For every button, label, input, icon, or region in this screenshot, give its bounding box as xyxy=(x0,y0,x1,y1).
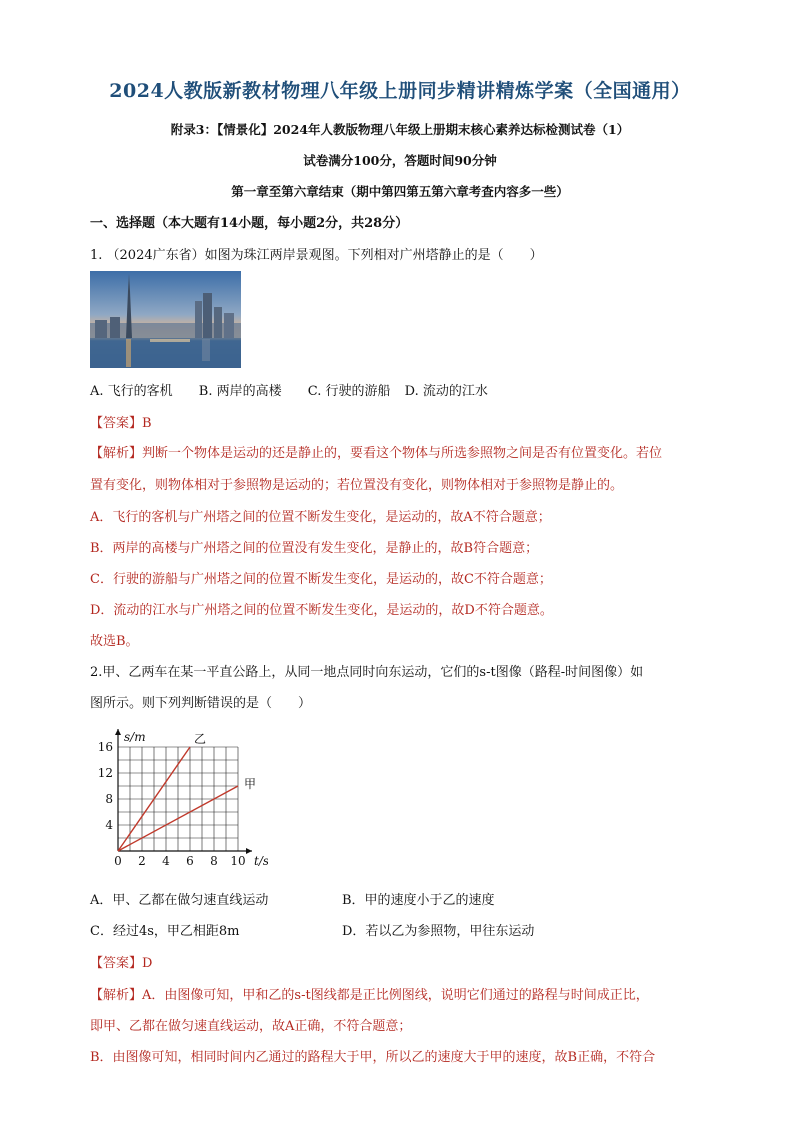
q2-analysis-label: 【解析】 xyxy=(90,988,143,1003)
x-axis-label: t/s xyxy=(254,854,268,868)
y-tick-label: 16 xyxy=(98,740,113,754)
x-tick-label: 8 xyxy=(210,854,218,868)
q2-option-c: C．经过4s，甲乙相距8m xyxy=(90,924,240,939)
x-tick-label: 6 xyxy=(186,854,194,868)
q1-answer: 【答案】B xyxy=(90,416,152,431)
q2-analysis-line-3: B．由图像可知，相同时间内乙通过的路程大于甲，所以乙的速度大于甲的速度，故B正确，不符合 xyxy=(90,1050,656,1065)
document-title: 2024人教版新教材物理八年级上册同步精讲精炼学案（全国通用） xyxy=(109,80,691,102)
y-tick-label: 8 xyxy=(105,792,113,806)
x-tick-label: 0 xyxy=(114,854,122,868)
q2-option-b: B．甲的速度小于乙的速度 xyxy=(342,893,495,908)
q1-analysis-line-3: A．飞行的客机与广州塔之间的位置不断发生变化，是运动的，故A不符合题意； xyxy=(90,510,551,525)
q1-analysis-label: 【解析】 xyxy=(90,446,143,461)
q1-option-b: B. 两岸的高楼 xyxy=(198,384,282,399)
q2-analysis-line-1: 【解析】A．由图像可知，甲和乙的s-t图线都是正比例图线，说明它们通过的路程与时间成正比， xyxy=(90,988,649,1003)
q1-analysis-line-2: 置有变化，则物体相对于参照物是运动的；若位置没有变化，则物体相对于参照物是静止的。 xyxy=(90,478,624,493)
q1-stem: 1. （2024广东省）如图为珠江两岸景观图。下列相对广州塔静止的是（ ） xyxy=(90,248,543,263)
y-axis-arrow xyxy=(115,729,121,735)
q2-option-d: D．若以乙为参照物，甲往东运动 xyxy=(342,924,535,939)
q2-analysis-line-2: 即甲、乙都在做匀速直线运动，故A正确，不符合题意； xyxy=(90,1019,412,1034)
y-axis-label: s/m xyxy=(124,730,146,744)
q2-stem-line-2: 图所示。则下列判断错误的是（ ） xyxy=(90,696,312,711)
q2-stem-line-1: 2.甲、乙两车在某一平直公路上，从同一地点同时向东运动，它们的s-t图像（路程-时间图像）如 xyxy=(90,665,644,680)
section-heading: 一、选择题（本大题有14小题，每小题2分，共28分） xyxy=(90,216,409,231)
q1-option-a: A. 飞行的客机 xyxy=(90,384,173,399)
q1-option-c: C. 行驶的游船 xyxy=(307,384,391,399)
q1-analysis-line-1: 【解析】判断一个物体是运动的还是静止的，要看这个物体与所选参照物之间是否有位置变化。若位 xyxy=(90,446,663,461)
q1-option-d: D. 流动的江水 xyxy=(404,384,488,399)
x-tick-label: 2 xyxy=(138,854,146,868)
y-tick-label: 4 xyxy=(105,818,113,832)
q1-analysis-line-4: B．两岸的高楼与广州塔之间的位置没有发生变化，是静止的，故B符合题意； xyxy=(90,541,539,556)
appendix-line: 附录3：【情景化】2024年人教版物理八年级上册期末核心素养达标检测试卷（1） xyxy=(170,122,630,137)
pearl-river-photo xyxy=(90,271,241,368)
q1-analysis-line-5: C．行驶的游船与广州塔之间的位置不断发生变化，是运动的，故C不符合题意； xyxy=(90,572,552,587)
series-label-jia: 甲 xyxy=(244,777,257,791)
x-tick-label: 4 xyxy=(162,854,170,868)
x-tick-label: 10 xyxy=(230,854,246,868)
y-tick-label: 12 xyxy=(98,766,113,780)
q1-analysis-line-6: D．流动的江水与广州塔之间的位置不断发生变化，是运动的，故D不符合题意。 xyxy=(90,603,553,618)
exam-scope: 第一章至第六章结束（期中第四第五第六章考查内容多一些） xyxy=(231,184,569,199)
q2-answer: 【答案】D xyxy=(90,956,153,971)
series-label-yi: 乙 xyxy=(194,732,207,746)
q1-conclusion: 故选B。 xyxy=(90,634,139,649)
st-graph xyxy=(98,723,268,873)
q1-options xyxy=(90,380,510,399)
x-axis-arrow xyxy=(246,848,252,854)
q2-option-a: A．甲、乙都在做匀速直线运动 xyxy=(90,893,269,908)
exam-info: 试卷满分100分，答题时间90分钟 xyxy=(303,153,497,168)
